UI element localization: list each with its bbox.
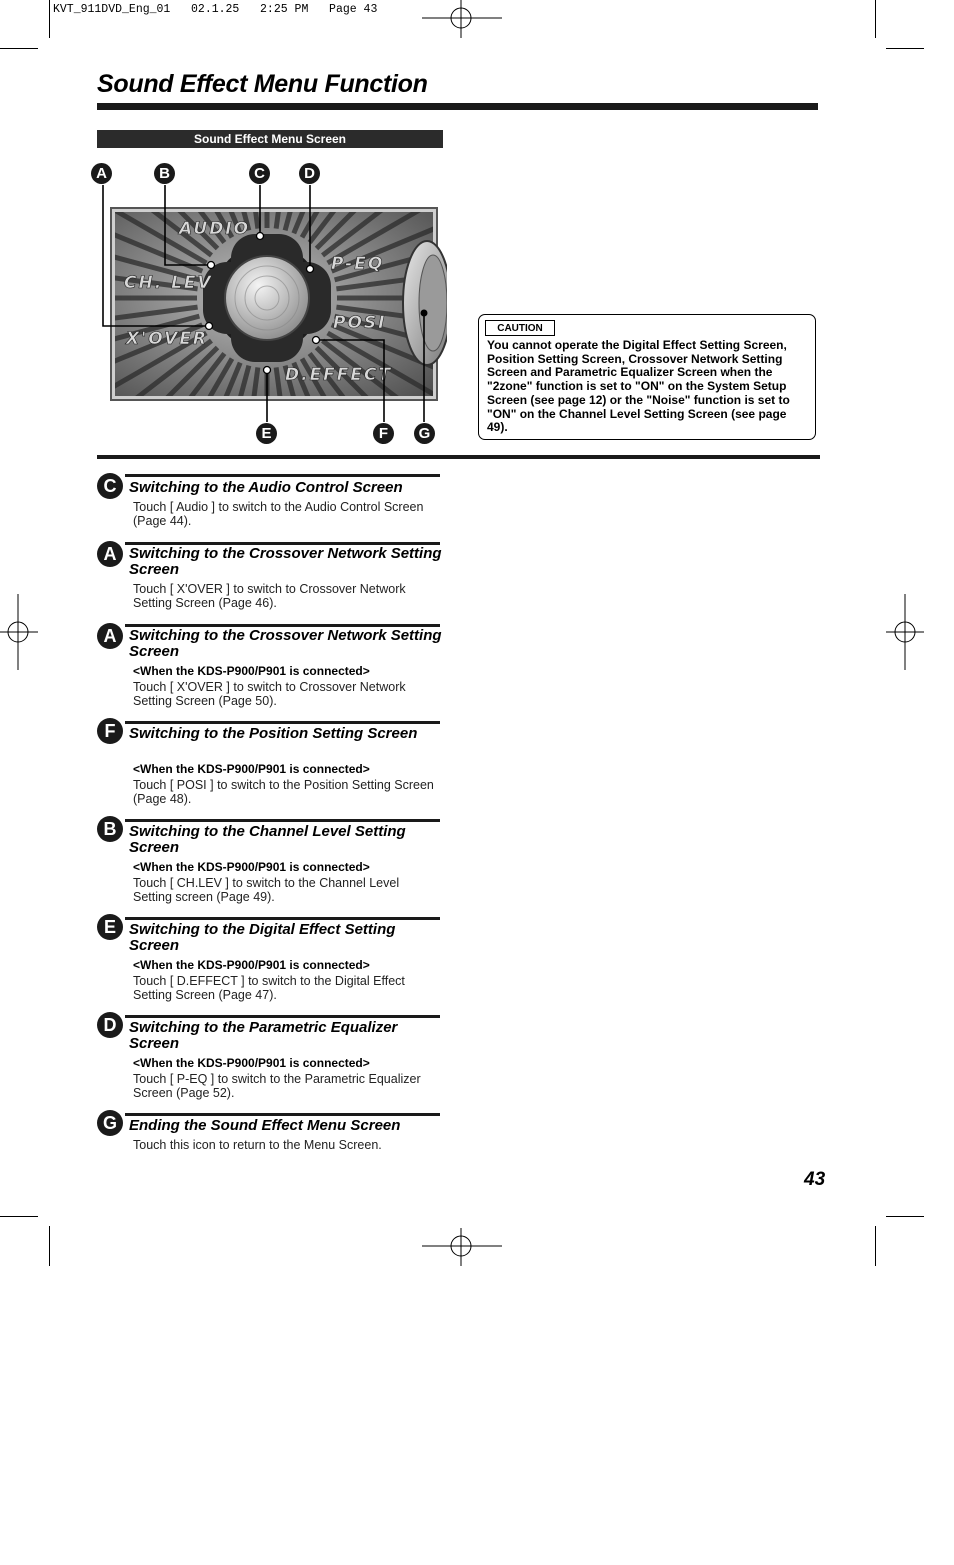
title-rule xyxy=(97,103,818,110)
section-body: Touch [ Audio ] to switch to the Audio Control Screen (Page 44). xyxy=(133,500,424,528)
section-rule xyxy=(125,819,440,822)
section-body: Touch [ CH.LEV ] to switch to the Channel Level Setting screen (Page 49). xyxy=(133,876,400,904)
section-heading: Switching to the Digital Effect Setting Screen xyxy=(129,921,396,954)
registration-mark-icon xyxy=(422,1228,502,1268)
crop-mark xyxy=(0,1216,38,1217)
section-badge: F xyxy=(97,718,123,744)
section-badge: D xyxy=(97,1012,123,1038)
section-badge: B xyxy=(97,816,123,842)
crop-mark xyxy=(49,1226,50,1266)
caution-text: You cannot operate the Digital Effect Setting Screen, Position Setting Screen, Crossover Network Setting Screen and Parametric Equalizer Screen when the "2zone" function is set to "ON" on the System Setup Screen (see page 12) or the "Noise" function is set to "ON" on the Channel Level Setting Screen (see page 49). xyxy=(487,338,790,435)
callout-g: G xyxy=(414,423,435,444)
section-body: Touch [ X'OVER ] to switch to Crossover Network Setting Screen (Page 46). xyxy=(133,582,406,610)
callout-e: E xyxy=(256,423,277,444)
registration-mark-icon xyxy=(0,594,40,670)
section-body: Touch [ X'OVER ] to switch to Crossover Network Setting Screen (Page 50). xyxy=(133,680,406,708)
section-heading: Switching to the Crossover Network Setting Screen xyxy=(129,627,442,660)
sound-effect-screen-image xyxy=(97,160,447,445)
header-slug: KVT_911DVD_Eng_01 02.1.25 2:25 PM Page 43 xyxy=(53,3,378,16)
section-body: Touch [ POSI ] to switch to the Position Setting Screen (Page 48). xyxy=(133,778,434,806)
section-badge: G xyxy=(97,1110,123,1136)
section-condition: <When the KDS-P900/P901 is connected> xyxy=(133,958,370,972)
section-heading: Ending the Sound Effect Menu Screen xyxy=(129,1117,401,1134)
section-rule xyxy=(125,1015,440,1018)
crop-mark xyxy=(886,1216,924,1217)
section-body: Touch this icon to return to the Menu Screen. xyxy=(133,1138,382,1152)
callout-a: A xyxy=(91,163,112,184)
section-condition: <When the KDS-P900/P901 is connected> xyxy=(133,860,370,874)
section-rule xyxy=(125,1113,440,1116)
section-body: Touch [ D.EFFECT ] to switch to the Digital Effect Setting Screen (Page 47). xyxy=(133,974,405,1002)
section-heading: Switching to the Crossover Network Setting Screen xyxy=(129,545,442,578)
section-condition: <When the KDS-P900/P901 is connected> xyxy=(133,762,370,776)
section-rule xyxy=(125,474,440,477)
section-heading: Switching to the Position Setting Screen xyxy=(129,725,418,742)
callout-f: F xyxy=(373,423,394,444)
screen-label-chlev: CH. LEV xyxy=(124,273,213,293)
callout-b: B xyxy=(154,163,175,184)
page-number: 43 xyxy=(804,1169,826,1190)
registration-mark-icon xyxy=(422,0,502,40)
crop-mark xyxy=(0,48,38,49)
screen-label-peq: P-EQ xyxy=(331,254,385,274)
crop-mark xyxy=(886,48,924,49)
callout-c: C xyxy=(249,163,270,184)
screen-label-audio: AUDIO xyxy=(179,219,251,239)
callout-d: D xyxy=(299,163,320,184)
screen-label-posi: POSI xyxy=(333,313,387,333)
crop-mark xyxy=(875,1226,876,1266)
section-heading: Switching to the Audio Control Screen xyxy=(129,479,403,496)
screen-label-deffect: D.EFFECT xyxy=(285,365,393,385)
screen-label-xover: X'OVER xyxy=(126,329,209,349)
crop-mark xyxy=(875,0,876,38)
section-badge: E xyxy=(97,914,123,940)
section-condition: <When the KDS-P900/P901 is connected> xyxy=(133,1056,370,1070)
screen-caption: Sound Effect Menu Screen xyxy=(97,130,443,148)
page-title: Sound Effect Menu Function xyxy=(97,70,428,98)
section-rule xyxy=(125,917,440,920)
crop-mark xyxy=(49,0,50,38)
section-rule xyxy=(125,721,440,724)
section-badge: A xyxy=(97,541,123,567)
section-badge: A xyxy=(97,623,123,649)
section-heading: Switching to the Channel Level Setting Screen xyxy=(129,823,406,856)
section-condition: <When the KDS-P900/P901 is connected> xyxy=(133,664,370,678)
section-badge: C xyxy=(97,473,123,499)
section-heading: Switching to the Parametric Equalizer Screen xyxy=(129,1019,398,1052)
section-body: Touch [ P-EQ ] to switch to the Parametric Equalizer Screen (Page 52). xyxy=(133,1072,421,1100)
registration-mark-icon xyxy=(884,594,924,670)
section-separator xyxy=(97,455,820,459)
caution-label: CAUTION xyxy=(485,320,555,336)
registration-mark-icon xyxy=(422,1525,502,1565)
